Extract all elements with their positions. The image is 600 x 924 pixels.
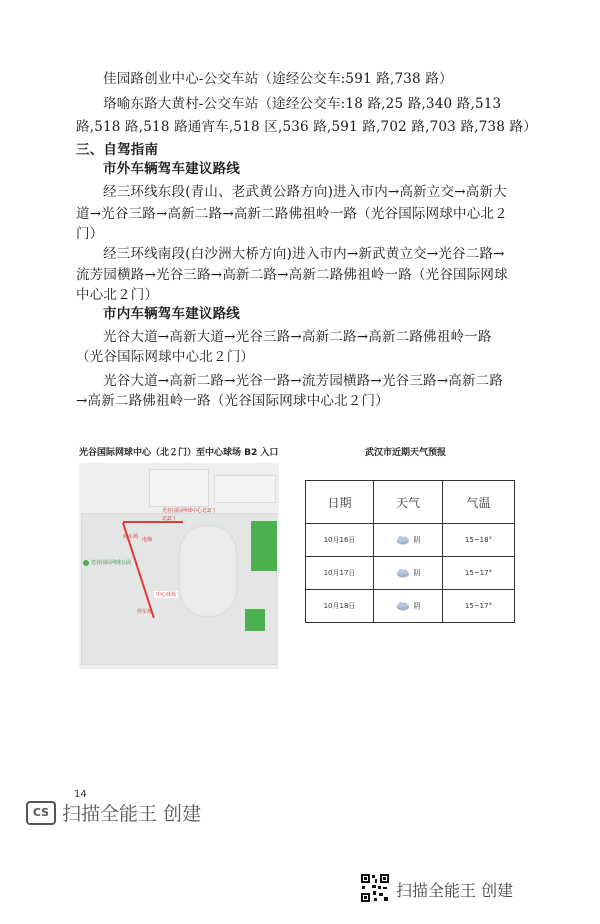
outer-route-2b: 流芳园横路→光谷三路→高新二路→高新二路佛祖岭一路（光谷国际网球	[76, 267, 508, 283]
map-building-top	[149, 469, 209, 507]
header-date: 日期	[306, 481, 374, 524]
weather-row	[306, 590, 515, 623]
outer-route-1a: 经三环线东段(青山、老武黄公路方向)进入市内→高新立交→高新大	[103, 184, 507, 200]
outer-route-2a: 经三环线南段(白沙洲大桥方向)进入市内→新武黄立交→光谷二路→	[103, 246, 505, 262]
row-temp: 15~17°	[443, 590, 515, 623]
row-weather	[374, 590, 443, 623]
qr-code-icon	[360, 873, 390, 903]
row-date: 10月17日	[306, 557, 374, 590]
page-number: 14	[74, 789, 87, 800]
map-label-park: 光谷国际网球公园	[91, 560, 132, 566]
outer-route-heading: 市外车辆驾车建议路线	[103, 161, 240, 177]
row-temp: 15~18°	[443, 524, 515, 557]
header-weather: 天气	[374, 481, 443, 524]
venue-map	[79, 463, 279, 669]
row-weather-text: 阴	[413, 569, 421, 577]
map-caption: 光谷国际网球中心（北２门）至中心球场 B2 入口	[79, 448, 279, 458]
weather-header-row	[306, 481, 515, 524]
weather-caption: 武汉市近期天气预报	[365, 448, 447, 458]
inner-route-1a: 光谷大道→高新大道→光谷三路→高新二路→高新二路佛祖岭一路	[103, 329, 492, 345]
map-label-north2: 北2门	[162, 516, 176, 522]
inner-route-2b: →高新二路佛祖岭一路（光谷国际网球中心北２门）	[76, 393, 389, 409]
map-green-area-1	[251, 521, 277, 571]
outer-route-2c: 中心北２门）	[76, 287, 159, 303]
cloud-icon	[396, 601, 410, 611]
weather-table	[305, 480, 515, 623]
map-label-court: 中心球场	[156, 592, 177, 598]
map-park-marker	[83, 560, 89, 566]
map-building-top-right	[214, 475, 276, 503]
bus-stop-line-1: 佳园路创业中心-公交车站（途经公交车:591 路,738 路）	[103, 71, 453, 87]
header-temp: 气温	[443, 481, 515, 524]
scanner-watermark-text: 扫描全能王 创建	[62, 803, 202, 825]
row-weather	[374, 524, 443, 557]
map-stadium	[179, 525, 237, 617]
map-label-parking: 停车场	[123, 534, 139, 540]
row-temp: 15~17°	[443, 557, 515, 590]
bottom-watermark-text: 扫描全能王 创建	[396, 881, 514, 900]
inner-route-heading: 市内车辆驾车建议路线	[103, 306, 240, 322]
map-label-elevator: 电梯	[142, 537, 153, 543]
weather-row	[306, 524, 515, 557]
map-green-area-2	[245, 609, 265, 631]
section-drive-heading: 三、自驾指南	[76, 142, 159, 158]
map-label-parking-2: 停车场	[137, 609, 153, 615]
row-weather-text: 阴	[413, 536, 421, 544]
weather-row	[306, 557, 515, 590]
bus-stop-line-3: 路,518 路,518 路通宵车,518 区,536 路,591 路,702 路,703 路,738 路）	[76, 119, 537, 135]
outer-route-1b: 道→光谷三路→高新二路→高新二路佛祖岭一路（光谷国际网球中心北２	[76, 206, 508, 222]
row-weather	[374, 557, 443, 590]
row-date: 10月18日	[306, 590, 374, 623]
map-label-gate: 光谷国际网球中心北2门	[162, 508, 216, 514]
bus-stop-line-2: 珞喻东路大黄村-公交车站（途经公交车:18 路,25 路,340 路,513	[103, 96, 502, 112]
scanner-badge: CS	[26, 801, 56, 825]
outer-route-1c: 门）	[76, 226, 104, 242]
row-date: 10月16日	[306, 524, 374, 557]
cloud-icon	[396, 535, 410, 545]
inner-route-2a: 光谷大道→高新二路→光谷一路→流芳园横路→光谷三路→高新二路	[103, 373, 504, 389]
cloud-icon	[396, 568, 410, 578]
inner-route-1b: （光谷国际网球中心北２门）	[76, 349, 255, 365]
row-weather-text: 阴	[413, 602, 421, 610]
